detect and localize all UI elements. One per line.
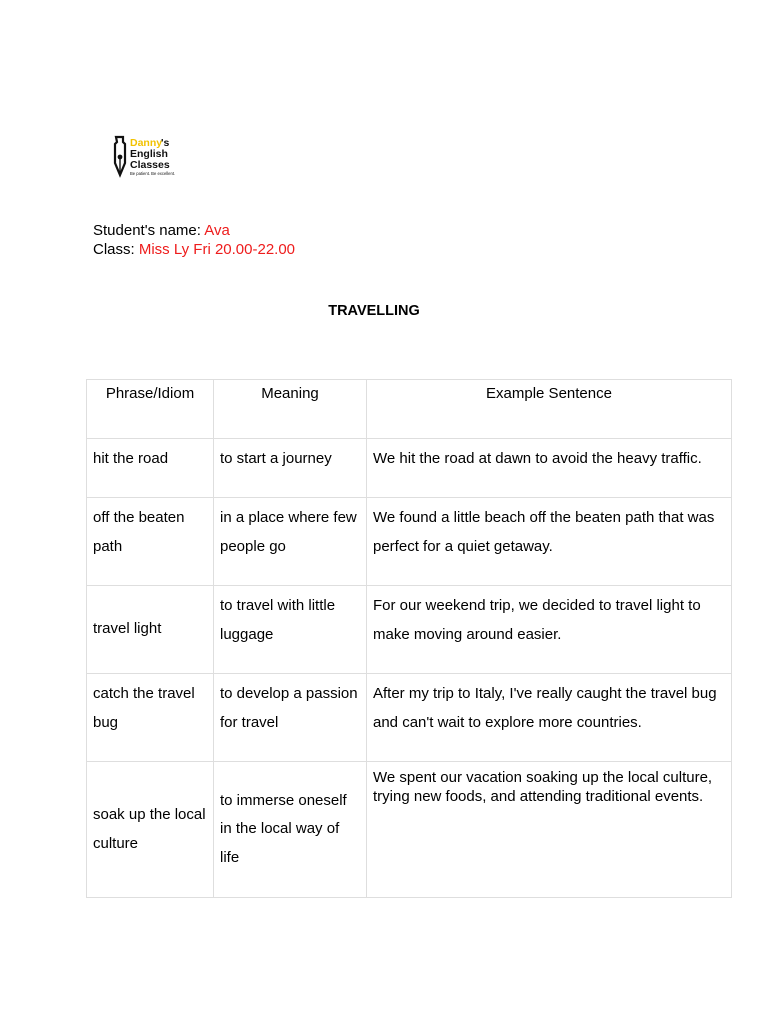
phrase-cell: catch the travel bug — [87, 674, 214, 762]
student-name-value: Ava — [204, 222, 230, 239]
logo-line-classes: Classes — [130, 159, 170, 171]
pen-nib-icon — [115, 137, 125, 175]
phrase-cell: off the beaten path — [87, 498, 214, 586]
student-name-label: Student's name: — [93, 222, 205, 239]
header-example: Example Sentence — [367, 380, 732, 439]
phrase-cell: travel light — [87, 586, 214, 674]
student-name-line — [93, 221, 295, 240]
table-row — [87, 674, 732, 762]
logo-brand-suffix: 's — [161, 137, 170, 149]
logo-tagline: Be patient. Be excellent. — [130, 171, 176, 176]
class-line — [93, 240, 295, 259]
example-cell: After my trip to Italy, I've really caught the travel bug and can't wait to explore more countries. — [367, 674, 732, 762]
logo-brand-name: Danny — [130, 137, 163, 149]
phrase-cell: soak up the local culture — [87, 762, 214, 898]
example-cell: We found a little beach off the beaten path that was perfect for a quiet getaway. — [367, 498, 732, 586]
meaning-cell: in a place where few people go — [214, 498, 367, 586]
page-title: TRAVELLING — [328, 303, 420, 319]
logo-line-english: English — [130, 148, 168, 160]
example-cell: We hit the road at dawn to avoid the heavy traffic. — [367, 439, 732, 498]
table-row — [87, 498, 732, 586]
table-row — [87, 586, 732, 674]
logo — [110, 133, 190, 181]
vocabulary-table — [86, 379, 732, 898]
meaning-cell: to start a journey — [214, 439, 367, 498]
class-value: Miss Ly Fri 20.00-22.00 — [138, 241, 296, 258]
table-header-row — [87, 380, 732, 439]
table-row — [87, 439, 732, 498]
header-meaning: Meaning — [214, 380, 367, 439]
student-info — [93, 221, 295, 259]
meaning-cell: to immerse oneself in the local way of life — [214, 762, 367, 898]
meaning-cell: to travel with little luggage — [214, 586, 367, 674]
class-label: Class: — [93, 241, 139, 258]
meaning-cell: to develop a passion for travel — [214, 674, 367, 762]
example-cell: For our weekend trip, we decided to travel light to make moving around easier. — [367, 586, 732, 674]
phrase-cell: hit the road — [87, 439, 214, 498]
header-phrase: Phrase/Idiom — [87, 380, 214, 439]
table-row — [87, 762, 732, 898]
example-cell: We spent our vacation soaking up the local culture, trying new foods, and attending traditional events. — [367, 762, 732, 898]
